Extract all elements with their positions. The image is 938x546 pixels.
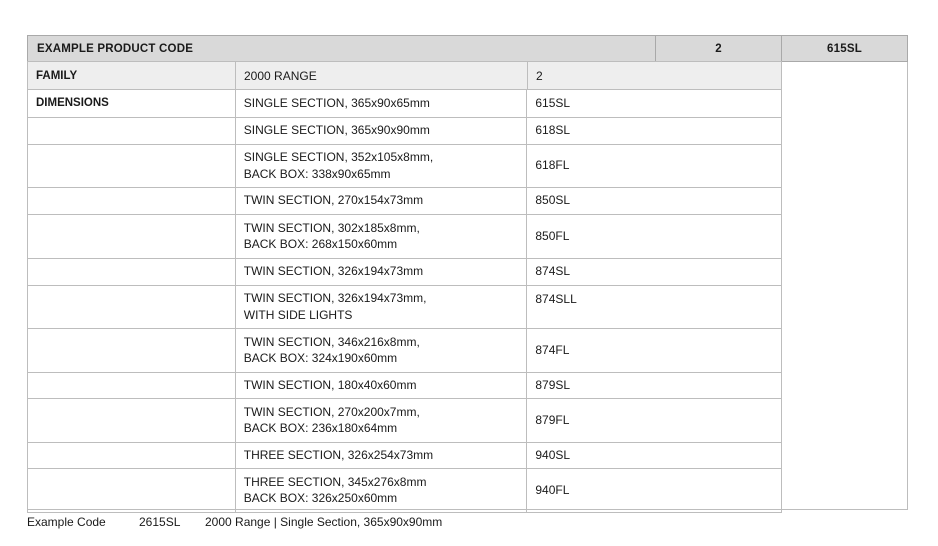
dimension-desc: THREE SECTION, 326x254x73mm: [235, 442, 527, 468]
table-row: [28, 187, 782, 214]
family-value: 2000 RANGE: [235, 61, 528, 90]
dimension-code: 850FL: [527, 214, 782, 258]
dimensions-label: DIMENSIONS: [28, 89, 236, 117]
table-row: [28, 89, 782, 117]
dimension-code: 615SL: [527, 89, 782, 117]
footer-description: 2000 Range | Single Section, 365x90x90mm: [205, 515, 443, 529]
header-code-part: 2: [655, 35, 782, 62]
table-row: [28, 468, 782, 512]
table-row: [28, 285, 782, 328]
dimension-desc: TWIN SECTION, 180x40x60mm: [235, 372, 527, 398]
family-code: 2: [527, 61, 782, 90]
dimension-code: 879SL: [527, 372, 782, 398]
example-code-footer: [27, 515, 442, 529]
dimension-code: 874SLL: [527, 285, 782, 328]
table-row: [28, 398, 782, 442]
table-row: [28, 442, 782, 468]
dimensions-table: [27, 89, 782, 513]
dimension-desc: SINGLE SECTION, 365x90x65mm: [235, 89, 527, 117]
table-row: [28, 328, 782, 372]
dimension-desc: TWIN SECTION, 270x200x7mm, BACK BOX: 236x180x64mm: [235, 398, 527, 442]
footer-code: 2615SL: [139, 515, 181, 529]
dimension-desc: SINGLE SECTION, 352x105x8mm, BACK BOX: 338x90x65mm: [235, 144, 527, 187]
table-row: [28, 117, 782, 144]
table-row: [28, 258, 782, 285]
dimension-desc: TWIN SECTION, 326x194x73mm, WITH SIDE LIGHTS: [235, 285, 527, 328]
header-title: EXAMPLE PRODUCT CODE: [27, 35, 656, 62]
footer-label: Example Code: [27, 515, 106, 529]
dimension-code: 618FL: [527, 144, 782, 187]
table-row: [28, 144, 782, 187]
dimension-code: 879FL: [527, 398, 782, 442]
dimension-code: 850SL: [527, 187, 782, 214]
dimension-desc: SINGLE SECTION, 365x90x90mm: [235, 117, 527, 144]
dimension-code: 940SL: [527, 442, 782, 468]
family-label: FAMILY: [27, 61, 236, 90]
header-code-suffix: 615SL: [781, 35, 908, 62]
table-row: [28, 214, 782, 258]
dimension-desc: TWIN SECTION, 302x185x8mm, BACK BOX: 268x150x60mm: [235, 214, 527, 258]
dimension-code: 618SL: [527, 117, 782, 144]
table-row: [28, 372, 782, 398]
dimension-desc: TWIN SECTION, 326x194x73mm: [235, 258, 527, 285]
dimension-code: 874FL: [527, 328, 782, 372]
dimension-code: 874SL: [527, 258, 782, 285]
dimension-desc: TWIN SECTION, 270x154x73mm: [235, 187, 527, 214]
dimension-desc: TWIN SECTION, 346x216x8mm, BACK BOX: 324x190x60mm: [235, 328, 527, 372]
dimension-code: 940FL: [527, 468, 782, 512]
dimension-desc: THREE SECTION, 345x276x8mm BACK BOX: 326x250x60mm: [235, 468, 527, 512]
